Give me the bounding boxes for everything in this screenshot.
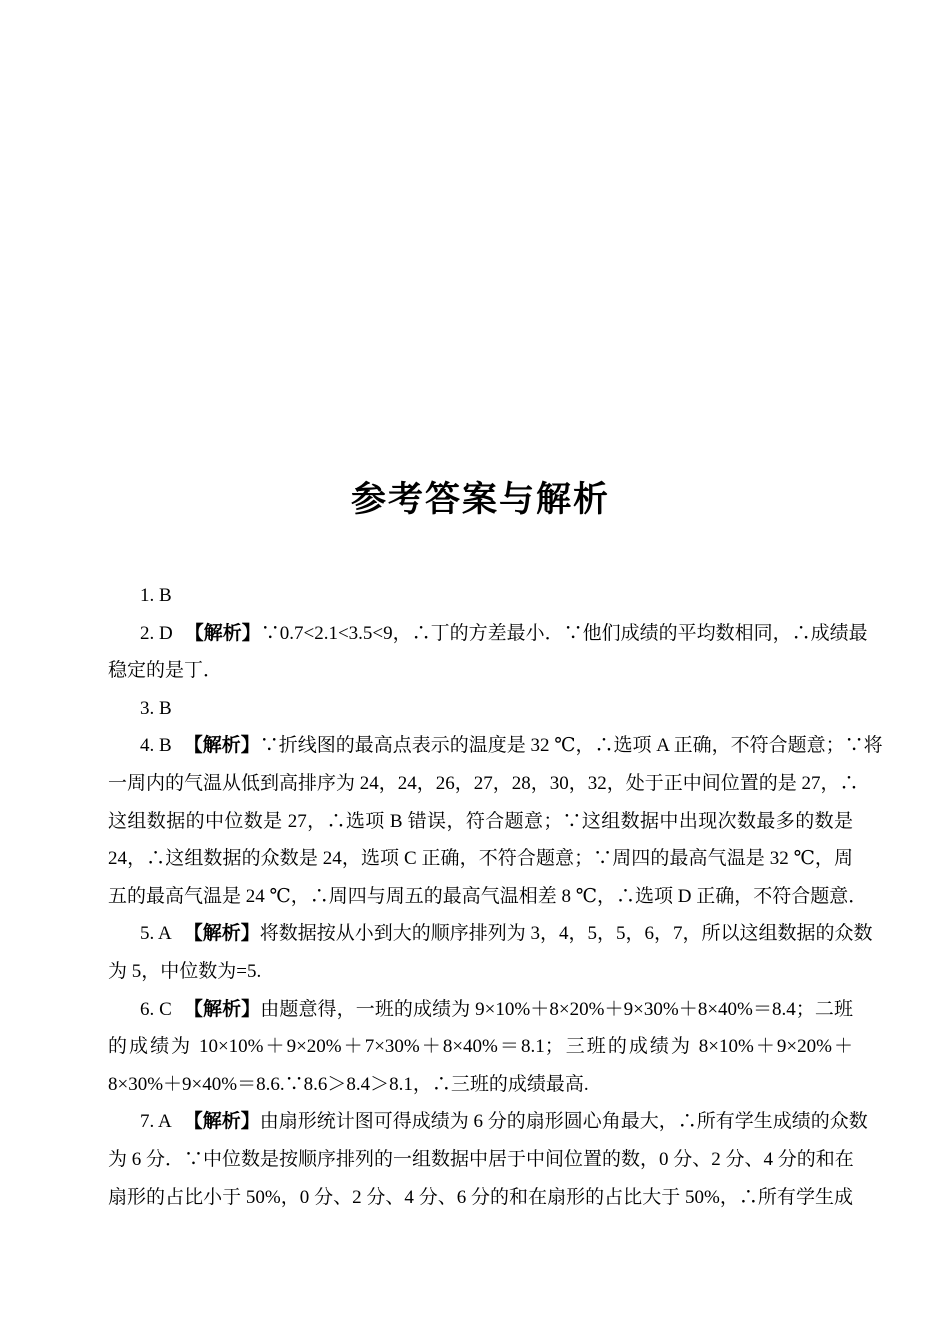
- answer-line-13: [108, 1028, 853, 1066]
- answer-line-2: [108, 615, 868, 653]
- answer-number: 1. B: [140, 585, 172, 606]
- answer-number: 7. A: [140, 1111, 172, 1133]
- answer-text-block: [108, 577, 883, 1216]
- analysis-tag: 【解析】: [183, 735, 260, 757]
- answer-text: 这组数据的中位数是 27，∴选项 B 错误，符合题意；∵这组数据中出现次数最多的数是: [108, 810, 853, 832]
- answer-line-7: [108, 803, 853, 841]
- answer-text: 为 6 分．∵中位数是按顺序排列的一组数据中居于中间位置的数，0 分、2 分、4 分的和在: [108, 1148, 854, 1170]
- answer-text: 为 5，中位数为=5.: [108, 960, 262, 982]
- answer-text: 将数据按从小到大的顺序排列为 3，4，5，5，6，7，所以这组数据的众数: [259, 923, 873, 945]
- analysis-tag: 【解析】: [183, 923, 260, 945]
- answer-line-16: [108, 1141, 853, 1179]
- answer-number: 4. B: [140, 735, 172, 757]
- page-title: 参考答案与解析: [350, 480, 610, 519]
- analysis-tag: 【解析】: [184, 622, 261, 644]
- answer-text: ∵折线图的最高点表示的温度是 32 ℃，∴选项 A 正确，不符合题意；∵将: [259, 735, 883, 757]
- answer-text: 稳定的是丁．: [108, 660, 223, 682]
- analysis-tag: 【解析】: [183, 998, 261, 1020]
- answer-line-5: [108, 727, 883, 765]
- answer-line-12: [108, 991, 853, 1029]
- answer-text: 24，∴这组数据的众数是 24，选项 C 正确，不符合题意；∵周四的最高气温是 32 ℃，周: [108, 848, 853, 870]
- answer-line-6: [108, 765, 859, 803]
- answer-line-17: [108, 1179, 853, 1217]
- answer-number: 3. B: [140, 697, 172, 719]
- answer-number: 6. C: [140, 998, 172, 1020]
- answer-line-15: [108, 1103, 868, 1141]
- answer-text: 五的最高气温是 24 ℃，∴周四与周五的最高气温相差 8 ℃，∴选项 D 正确，不符合题意．: [108, 885, 868, 907]
- answer-text: 扇形的占比小于 50%，0 分、2 分、4 分、6 分的和在扇形的占比大于 50%，∴所有学生成: [108, 1186, 853, 1208]
- answer-line-4: [108, 690, 853, 728]
- answer-line-10: [108, 915, 873, 953]
- answer-number: 5. A: [140, 923, 172, 945]
- answer-line-3: [108, 652, 853, 690]
- answer-text: 的成绩为 10×10%＋9×20%＋7×30%＋8×40%＝8.1；三班的成绩为 8×10%＋9×20%＋: [108, 1036, 853, 1058]
- answer-text: 8×30%＋9×40%＝8.6.∵8.6＞8.4＞8.1，∴三班的成绩最高.: [108, 1073, 589, 1095]
- answer-text: 由题意得，一班的成绩为 9×10%＋8×20%＋9×30%＋8×40%＝8.4；二班: [260, 998, 853, 1020]
- answer-line-9: [108, 878, 868, 916]
- answer-text: 一周内的气温从低到高排序为 24，24，26，27，28，30，32，处于正中间位置的是 27，∴: [108, 772, 859, 794]
- answer-text: ∵0.7<2.1<3.5<9，∴丁的方差最小．∵他们成绩的平均数相同，∴成绩最: [260, 622, 868, 644]
- analysis-tag: 【解析】: [183, 1111, 260, 1133]
- answer-line-1: [108, 577, 853, 615]
- answer-line-8: [108, 840, 853, 878]
- answer-line-11: [108, 953, 853, 991]
- answer-line-14: [108, 1066, 853, 1104]
- answer-number: 2. D: [140, 622, 173, 644]
- answer-text: 由扇形统计图可得成绩为 6 分的扇形圆心角最大，∴所有学生成绩的众数: [259, 1111, 868, 1133]
